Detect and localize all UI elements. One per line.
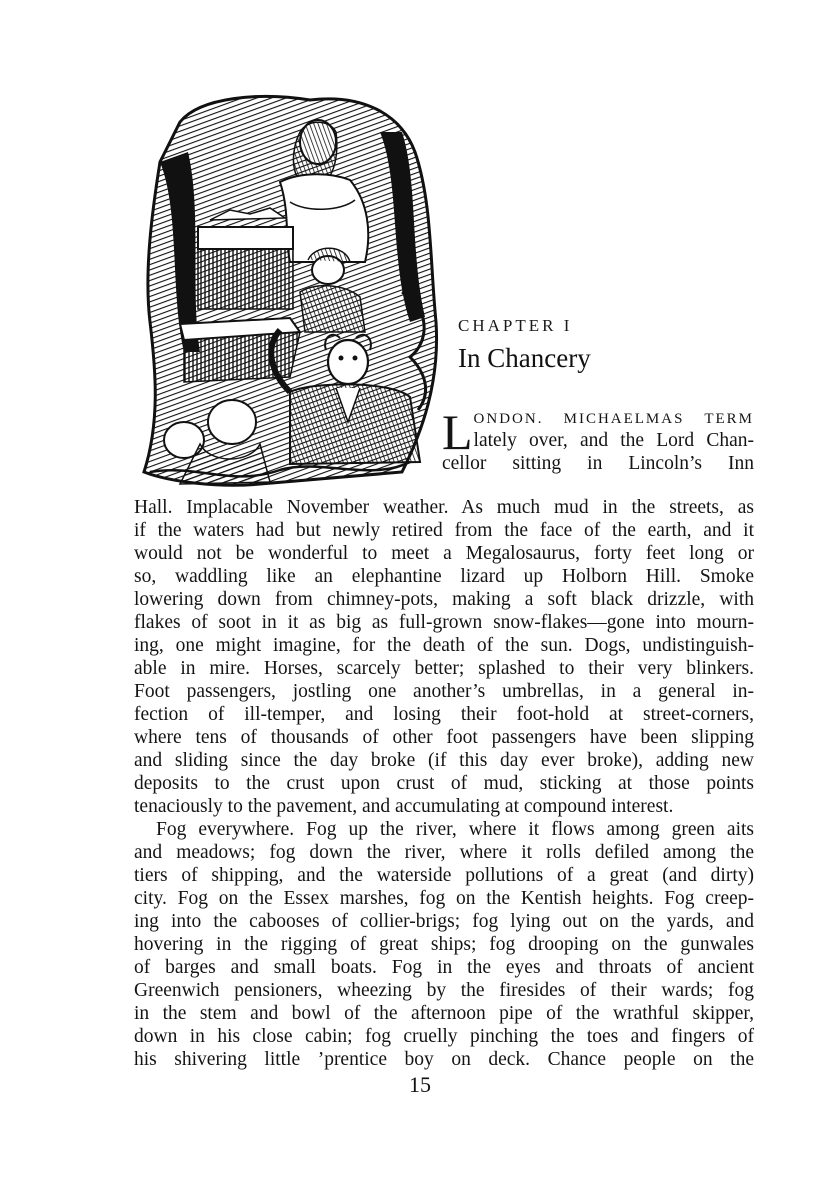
text-line: flakes of soot in it as big as full-grown snow-flakes—gone into mourn- <box>134 612 754 633</box>
text-line: fection of ill-temper, and losing their foot-hold at street-corners, <box>134 704 754 725</box>
body-text <box>134 496 754 1071</box>
chapter-title: In Chancery <box>458 343 591 373</box>
drop-cap: L <box>442 404 473 460</box>
chapter-illustration <box>140 92 440 490</box>
text-line: deposits to the crust upon crust of mud, sticking at those points <box>134 773 754 794</box>
opening-paragraph <box>442 406 754 475</box>
text-line: lowering down from chimney-pots, making a soft black drizzle, with <box>134 589 754 610</box>
text-line: hovering in the rigging of great ships; fog drooping on the gunwales <box>134 934 754 955</box>
text-line: in the stem and bowl of the afternoon pipe of the wrathful skipper, <box>134 1003 754 1024</box>
text-line: so, waddling like an elephantine lizard up Holborn Hill. Smoke <box>134 566 754 587</box>
text-line: ing, one might imagine, for the death of the sun. Dogs, undistinguish- <box>134 635 754 656</box>
text-line: of barges and small boats. Fog in the eyes and throats of ancient <box>134 957 754 978</box>
text-line: Greenwich pensioners, wheezing by the firesides of their wards; fog <box>134 980 754 1001</box>
paragraph-1 <box>134 496 754 818</box>
page-number: 15 <box>409 1072 431 1097</box>
text-line: if the waters had but newly retired from the face of the earth, and it <box>134 520 754 541</box>
text-line: Hall. Implacable November weather. As much mud in the streets, as <box>134 497 754 518</box>
text-line: would not be wonderful to meet a Megalosaurus, forty feet long or <box>134 543 754 564</box>
text-line: Foot passengers, jostling one another’s umbrellas, in a general in- <box>134 681 754 702</box>
text-line: tenaciously to the pavement, and accumulating at compound interest. <box>134 796 674 817</box>
text-line: where tens of thousands of other foot passengers have been slipping <box>134 727 754 748</box>
opening-line-2: lately over, and the Lord Chan- <box>473 430 754 451</box>
text-line: and sliding since the day broke (if this day ever broke), adding new <box>134 750 754 771</box>
opening-smallcaps: ONDON. MICHAELMAS TERM <box>473 411 754 427</box>
text-line: able in mire. Horses, scarcely better; splashed to their very blinkers. <box>134 658 754 679</box>
paragraph-2 <box>134 818 754 1071</box>
text-line: city. Fog on the Essex marshes, fog on the Kentish heights. Fog creep- <box>134 888 754 909</box>
courtroom-illustration-icon <box>140 92 440 490</box>
text-line: his shivering little ’prentice boy on deck. Chance people on the <box>134 1049 754 1070</box>
text-line: down in his close cabin; fog cruelly pinching the toes and fingers of <box>134 1026 754 1047</box>
text-line: ing into the cabooses of collier-brigs; fog lying out on the yards, and <box>134 911 754 932</box>
text-line: tiers of shipping, and the waterside pollutions of a great (and dirty) <box>134 865 754 886</box>
text-line: and meadows; fog down the river, where it rolls defiled among the <box>134 842 754 863</box>
opening-line-3: cellor sitting in Lincoln’s Inn <box>442 453 754 474</box>
chapter-label: CHAPTER I <box>458 316 573 335</box>
text-line: Fog everywhere. Fog up the river, where it flows among green aits <box>156 819 754 840</box>
